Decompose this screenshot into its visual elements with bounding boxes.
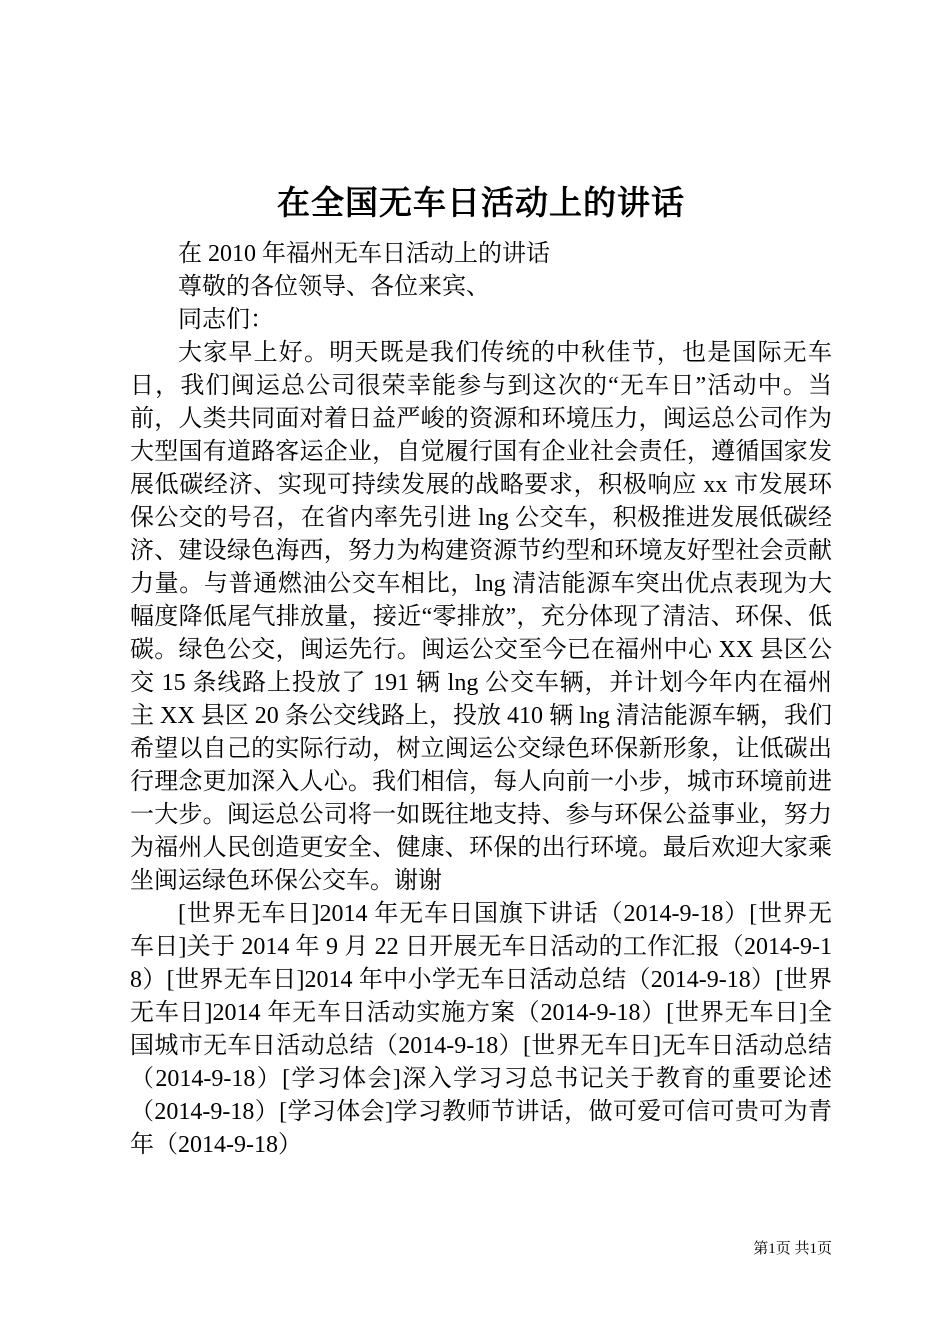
page-title: 在全国无车日活动上的讲话 <box>277 186 685 222</box>
paragraph-speech-body: 大家早上好。明天既是我们传统的中秋佳节，也是国际无车日，我们闽运总公司很荣幸能参与到这次的“无车日”活动中。当前，人类共同面对着日益严峻的资源和环境压力，闽运总公司作为大型国有道路客运企业，自觉履行国有企业社会责任，遵循国家发展低碳经济、实现可持续发展的战略要求，积极响应 xx 市发展环保公交的号召，在省内率先引进 lng 公交车，积极推进发展低碳经济、建设绿色海西，努力为构建资源节约型和环境友好型社会贡献力量。与普通燃油公交车相比，lng 清洁能源车突出优点表现为大幅度降低尾气排放量，接近“零排放”，充分体现了清洁、环保、低碳。绿色公交，闽运先行。闽运公交至今已在福州中心 XX 县区公交 15 条线路上投放了 191 辆 lng 公交车辆，并计划今年内在福州主 XX 县区 20 条公交线路上，投放 410 辆 lng 清洁能源车辆，我们希望以自己的实际行动，树立闽运公交绿色环保新形象，让低碳出行理念更加深入人心。我们相信，每人向前一小步，城市环境前进一大步。闽运总公司将一如既往地支持、参与环保公益事业，努力为福州人民创造更安全、健康、环保的出行环境。最后欢迎大家乘坐闽运绿色环保公交车。谢谢 <box>130 340 832 894</box>
paragraph-comrades: 同志们： <box>178 307 274 333</box>
document-body <box>130 182 832 1162</box>
paragraph-salutation: 尊敬的各位领导、各位来宾、 <box>178 274 490 300</box>
page-number: 第1页 共1页 <box>753 1241 832 1257</box>
paragraph-related-links: [世界无车日]2014 年无车日国旗下讲话（2014-9-18）[世界无车日]关于 2014 年 9 月 22 日开展无车日活动的工作汇报（2014-9-18）[世界无车日]2014 年中小学无车日活动总结（2014-9-18）[世界无车日]2014 年无车日活动实施方案（2014-9-18）[世界无车日]全国城市无车日活动总结（2014-9-18）[世界无车日]无车日活动总结（2014-9-18）[学习体会]深入学习习总书记关于教育的重要论述（2014-9-18）[学习体会]学习教师节讲话，做可爱可信可贵可为青年（2014-9-18） <box>130 901 832 1158</box>
page-footer <box>753 1240 832 1258</box>
paragraph-subtitle: 在 2010 年福州无车日活动上的讲话 <box>178 241 550 267</box>
